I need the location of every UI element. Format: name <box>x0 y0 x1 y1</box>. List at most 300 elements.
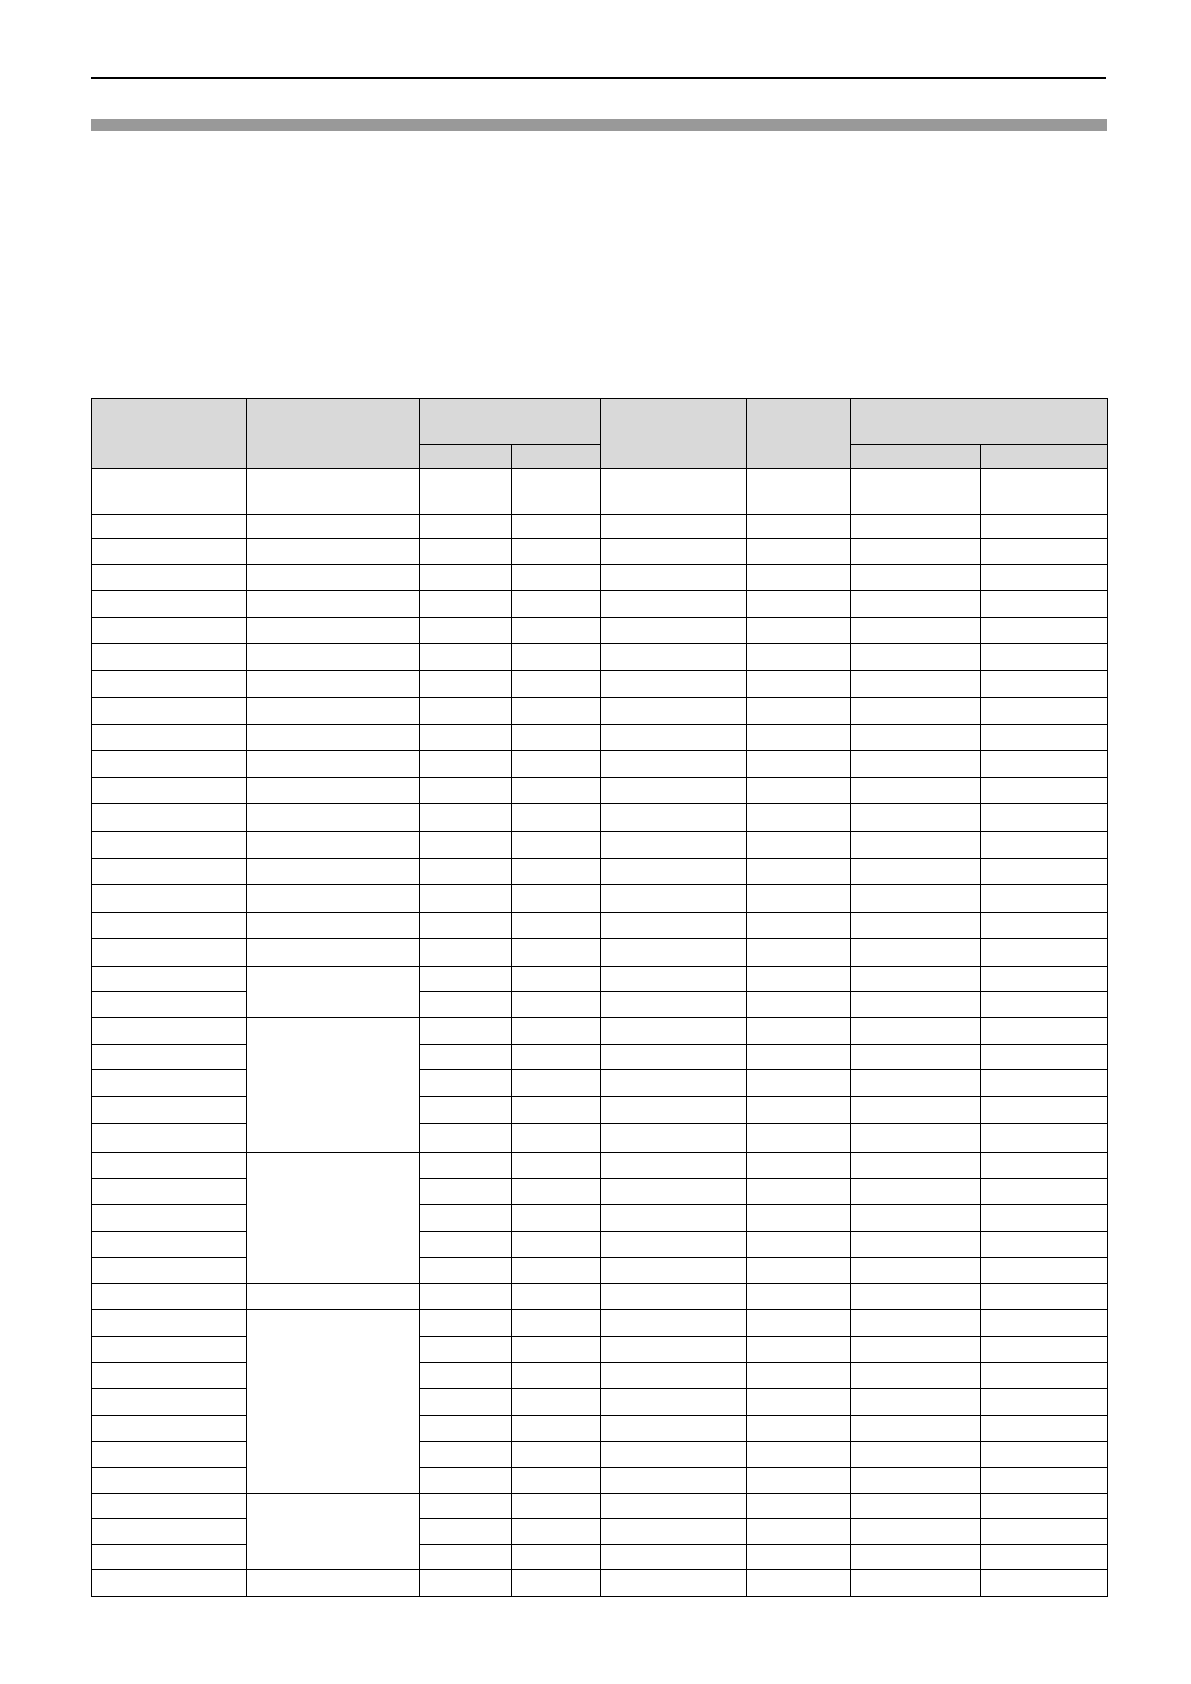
table-row <box>92 515 1108 539</box>
table-row <box>92 1070 1108 1097</box>
table-cell <box>601 1545 747 1570</box>
table-cell <box>92 515 247 539</box>
table-cell <box>247 1310 420 1494</box>
table-cell <box>512 1097 601 1124</box>
table-cell <box>512 1232 601 1258</box>
table-row <box>92 832 1108 859</box>
table-cell <box>601 1179 747 1205</box>
table-cell <box>420 939 512 967</box>
table-cell <box>851 1337 981 1363</box>
table-cell <box>981 1070 1108 1097</box>
table-cell <box>747 832 851 859</box>
table-row <box>92 539 1108 565</box>
table-cell <box>981 778 1108 804</box>
table-cell <box>747 939 851 967</box>
table-cell <box>601 698 747 725</box>
table-cell <box>512 832 601 859</box>
table-cell <box>512 591 601 618</box>
table-cell <box>601 1205 747 1232</box>
table-cell <box>601 644 747 671</box>
table-cell <box>92 1232 247 1258</box>
table-cell <box>981 1205 1108 1232</box>
table-cell <box>981 725 1108 751</box>
table-cell <box>747 1097 851 1124</box>
table-cell <box>512 671 601 698</box>
table-cell <box>601 539 747 565</box>
table-row <box>92 804 1108 832</box>
table-cell <box>851 1363 981 1389</box>
table-cell <box>420 1310 512 1337</box>
table-cell <box>420 618 512 644</box>
table-cell <box>747 751 851 778</box>
table-cell <box>92 1570 247 1597</box>
table-cell <box>512 1258 601 1284</box>
table-cell <box>420 1442 512 1468</box>
table-row <box>92 644 1108 671</box>
subheader-cell <box>981 445 1108 469</box>
table-cell <box>747 1363 851 1389</box>
table-cell <box>247 804 420 832</box>
table-cell <box>247 698 420 725</box>
table-cell <box>247 725 420 751</box>
table-cell <box>92 1519 247 1545</box>
table-cell <box>747 1337 851 1363</box>
table-cell <box>247 778 420 804</box>
table-cell <box>601 1310 747 1337</box>
table-cell <box>601 565 747 591</box>
table-cell <box>981 967 1108 992</box>
table-row <box>92 1179 1108 1205</box>
table-cell <box>512 913 601 939</box>
table-row <box>92 618 1108 644</box>
table-cell <box>420 1097 512 1124</box>
table-row <box>92 1519 1108 1545</box>
table-cell <box>247 671 420 698</box>
table-cell <box>851 751 981 778</box>
table-cell <box>420 1363 512 1389</box>
table-cell <box>420 725 512 751</box>
table-cell <box>247 644 420 671</box>
table-cell <box>981 1389 1108 1416</box>
table-cell <box>92 725 247 751</box>
table-cell <box>512 1442 601 1468</box>
table-row <box>92 859 1108 885</box>
table-cell <box>747 671 851 698</box>
table-cell <box>601 1389 747 1416</box>
table-cell <box>601 967 747 992</box>
table-cell <box>420 751 512 778</box>
table-cell <box>512 1045 601 1070</box>
table-cell <box>92 1416 247 1442</box>
table-cell <box>512 967 601 992</box>
table-cell <box>92 1045 247 1070</box>
table-cell <box>247 1018 420 1153</box>
header-cell <box>92 399 247 469</box>
table-cell <box>747 1258 851 1284</box>
table-cell <box>851 1442 981 1468</box>
header-rule <box>91 77 1106 79</box>
table-cell <box>601 751 747 778</box>
table-cell <box>981 565 1108 591</box>
table-row <box>92 1363 1108 1389</box>
table-cell <box>512 1519 601 1545</box>
table-cell <box>512 1310 601 1337</box>
table-cell <box>747 1124 851 1153</box>
table-row <box>92 591 1108 618</box>
table-row <box>92 1442 1108 1468</box>
table-cell <box>512 751 601 778</box>
table-row <box>92 698 1108 725</box>
table-cell <box>247 885 420 913</box>
table-cell <box>512 1468 601 1494</box>
table-cell <box>601 1153 747 1179</box>
table-header-row <box>92 399 1108 445</box>
table-cell <box>92 939 247 967</box>
table-cell <box>981 698 1108 725</box>
table-cell <box>747 1545 851 1570</box>
table-cell <box>420 1416 512 1442</box>
table-cell <box>92 1124 247 1153</box>
header-cell <box>851 399 1108 445</box>
table-cell <box>851 913 981 939</box>
table-cell <box>747 1153 851 1179</box>
table-cell <box>747 469 851 515</box>
table-cell <box>747 885 851 913</box>
table-row <box>92 1258 1108 1284</box>
table-cell <box>92 1389 247 1416</box>
table-cell <box>981 591 1108 618</box>
table-cell <box>420 1389 512 1416</box>
table-cell <box>92 565 247 591</box>
table-cell <box>420 1205 512 1232</box>
table-cell <box>601 1337 747 1363</box>
table-cell <box>247 751 420 778</box>
table-cell <box>747 992 851 1018</box>
table-cell <box>981 1494 1108 1519</box>
table-row <box>92 967 1108 992</box>
table-row <box>92 1494 1108 1519</box>
table-cell <box>512 1018 601 1045</box>
table-cell <box>981 644 1108 671</box>
table-cell <box>981 1284 1108 1310</box>
table-row <box>92 885 1108 913</box>
table-cell <box>981 1363 1108 1389</box>
table-cell <box>747 1045 851 1070</box>
subheader-cell <box>512 445 601 469</box>
table-row <box>92 1045 1108 1070</box>
table-cell <box>747 1389 851 1416</box>
table-cell <box>851 992 981 1018</box>
table-cell <box>420 469 512 515</box>
table-row <box>92 1389 1108 1416</box>
table-cell <box>92 1337 247 1363</box>
table-cell <box>420 1337 512 1363</box>
table-cell <box>247 1153 420 1284</box>
table-cell <box>981 751 1108 778</box>
table-cell <box>420 1124 512 1153</box>
table-cell <box>512 644 601 671</box>
table-cell <box>601 469 747 515</box>
table-cell <box>851 469 981 515</box>
table-cell <box>92 618 247 644</box>
table-cell <box>981 832 1108 859</box>
table-cell <box>420 1258 512 1284</box>
table-cell <box>420 804 512 832</box>
table-cell <box>747 967 851 992</box>
table-cell <box>420 859 512 885</box>
table-cell <box>981 1416 1108 1442</box>
table-cell <box>601 725 747 751</box>
table-row <box>92 1416 1108 1442</box>
table-cell <box>92 1018 247 1045</box>
table-cell <box>420 1284 512 1310</box>
table-cell <box>851 1045 981 1070</box>
table-cell <box>420 992 512 1018</box>
table-cell <box>420 1045 512 1070</box>
table-cell <box>981 1442 1108 1468</box>
table-cell <box>92 698 247 725</box>
table-cell <box>512 1416 601 1442</box>
table-cell <box>512 1179 601 1205</box>
table-cell <box>981 1310 1108 1337</box>
table-row <box>92 469 1108 515</box>
table-cell <box>747 698 851 725</box>
table-cell <box>420 1070 512 1097</box>
table-cell <box>747 778 851 804</box>
table-cell <box>747 859 851 885</box>
table-row <box>92 1232 1108 1258</box>
table-cell <box>512 939 601 967</box>
table-cell <box>851 859 981 885</box>
table-cell <box>747 1310 851 1337</box>
table-cell <box>247 565 420 591</box>
header-cell <box>601 399 747 469</box>
table-cell <box>747 1442 851 1468</box>
table-cell <box>851 1494 981 1519</box>
table-cell <box>981 1337 1108 1363</box>
table-cell <box>601 885 747 913</box>
table-cell <box>851 804 981 832</box>
table-cell <box>420 913 512 939</box>
table-cell <box>851 1205 981 1232</box>
header-cell <box>420 399 601 445</box>
table-cell <box>92 992 247 1018</box>
table-cell <box>92 1363 247 1389</box>
table-cell <box>420 1232 512 1258</box>
table-cell <box>512 565 601 591</box>
table-cell <box>601 1416 747 1442</box>
table-cell <box>92 913 247 939</box>
table-cell <box>420 1519 512 1545</box>
table-cell <box>747 1284 851 1310</box>
table-row <box>92 671 1108 698</box>
table-cell <box>92 804 247 832</box>
table-cell <box>851 591 981 618</box>
table-cell <box>247 469 420 515</box>
table-cell <box>747 1494 851 1519</box>
table-row <box>92 1545 1108 1570</box>
table-cell <box>247 539 420 565</box>
table-cell <box>512 539 601 565</box>
table-row <box>92 1097 1108 1124</box>
table-cell <box>92 1205 247 1232</box>
table-row <box>92 1205 1108 1232</box>
table-cell <box>601 859 747 885</box>
table-cell <box>512 725 601 751</box>
table-cell <box>851 1519 981 1545</box>
table-cell <box>981 913 1108 939</box>
table-cell <box>512 859 601 885</box>
table-cell <box>92 1442 247 1468</box>
table-cell <box>601 591 747 618</box>
table-cell <box>420 1570 512 1597</box>
table-cell <box>981 885 1108 913</box>
table-cell <box>512 1389 601 1416</box>
table-cell <box>92 1097 247 1124</box>
table-cell <box>747 1179 851 1205</box>
table-cell <box>420 967 512 992</box>
table-cell <box>601 1070 747 1097</box>
table-cell <box>420 778 512 804</box>
table-cell <box>601 1232 747 1258</box>
table-cell <box>512 469 601 515</box>
table-cell <box>981 1258 1108 1284</box>
table-cell <box>92 1179 247 1205</box>
table-cell <box>851 725 981 751</box>
table-cell <box>512 778 601 804</box>
table-cell <box>512 1205 601 1232</box>
section-heading-bar <box>91 119 1107 131</box>
table-cell <box>601 671 747 698</box>
table-cell <box>601 913 747 939</box>
table-cell <box>747 591 851 618</box>
table-cell <box>851 1153 981 1179</box>
table-cell <box>851 539 981 565</box>
table-cell <box>981 539 1108 565</box>
table-cell <box>512 1570 601 1597</box>
table-row <box>92 939 1108 967</box>
table-cell <box>747 1570 851 1597</box>
table-cell <box>420 565 512 591</box>
table-cell <box>247 618 420 644</box>
table-cell <box>851 1389 981 1416</box>
table-cell <box>747 1416 851 1442</box>
table-cell <box>92 644 247 671</box>
table-cell <box>747 1468 851 1494</box>
table-cell <box>420 1545 512 1570</box>
table-cell <box>851 1468 981 1494</box>
table-cell <box>747 515 851 539</box>
table-cell <box>92 539 247 565</box>
table-cell <box>601 1124 747 1153</box>
table-cell <box>601 804 747 832</box>
table-cell <box>851 698 981 725</box>
table-cell <box>851 671 981 698</box>
table-cell <box>981 1097 1108 1124</box>
table-cell <box>981 618 1108 644</box>
table-cell <box>747 1018 851 1045</box>
table-cell <box>601 1097 747 1124</box>
table-cell <box>92 1153 247 1179</box>
table-cell <box>420 885 512 913</box>
table-cell <box>420 1494 512 1519</box>
table-cell <box>247 859 420 885</box>
table-cell <box>247 913 420 939</box>
table-cell <box>512 1284 601 1310</box>
table-cell <box>747 913 851 939</box>
table-cell <box>512 1494 601 1519</box>
table-cell <box>601 1284 747 1310</box>
table-row <box>92 1124 1108 1153</box>
table-row <box>92 992 1108 1018</box>
table-cell <box>601 1519 747 1545</box>
table-cell <box>420 1018 512 1045</box>
table-cell <box>601 992 747 1018</box>
table-cell <box>420 832 512 859</box>
table-cell <box>747 1232 851 1258</box>
table-cell <box>601 1468 747 1494</box>
table-cell <box>420 1179 512 1205</box>
table-cell <box>247 1494 420 1570</box>
table-cell <box>601 1045 747 1070</box>
table-cell <box>851 939 981 967</box>
table-cell <box>851 1416 981 1442</box>
table-cell <box>92 1070 247 1097</box>
table-cell <box>512 515 601 539</box>
table-cell <box>601 1570 747 1597</box>
table-row <box>92 1153 1108 1179</box>
table-cell <box>420 1468 512 1494</box>
table-cell <box>601 1018 747 1045</box>
table-cell <box>981 1570 1108 1597</box>
spec-table <box>91 398 1108 1597</box>
table-cell <box>851 1545 981 1570</box>
table-cell <box>92 1310 247 1337</box>
table-cell <box>512 618 601 644</box>
table-cell <box>981 1153 1108 1179</box>
table-cell <box>981 859 1108 885</box>
table-cell <box>851 885 981 913</box>
table-cell <box>92 469 247 515</box>
table-cell <box>851 1258 981 1284</box>
table-cell <box>851 1018 981 1045</box>
table-cell <box>420 1153 512 1179</box>
table-cell <box>92 859 247 885</box>
table-cell <box>601 778 747 804</box>
table-cell <box>601 1442 747 1468</box>
table-cell <box>92 1258 247 1284</box>
table-cell <box>92 778 247 804</box>
table-cell <box>92 671 247 698</box>
table-cell <box>601 939 747 967</box>
table-cell <box>981 804 1108 832</box>
table-cell <box>747 1205 851 1232</box>
table-cell <box>747 618 851 644</box>
table-cell <box>420 644 512 671</box>
table-cell <box>981 469 1108 515</box>
table-cell <box>601 515 747 539</box>
header-cell <box>247 399 420 469</box>
table-cell <box>747 644 851 671</box>
table-cell <box>92 751 247 778</box>
table-cell <box>851 1232 981 1258</box>
table-cell <box>851 565 981 591</box>
table-row <box>92 1284 1108 1310</box>
table-cell <box>851 1179 981 1205</box>
table-cell <box>92 1468 247 1494</box>
table-cell <box>747 565 851 591</box>
table-cell <box>601 1258 747 1284</box>
